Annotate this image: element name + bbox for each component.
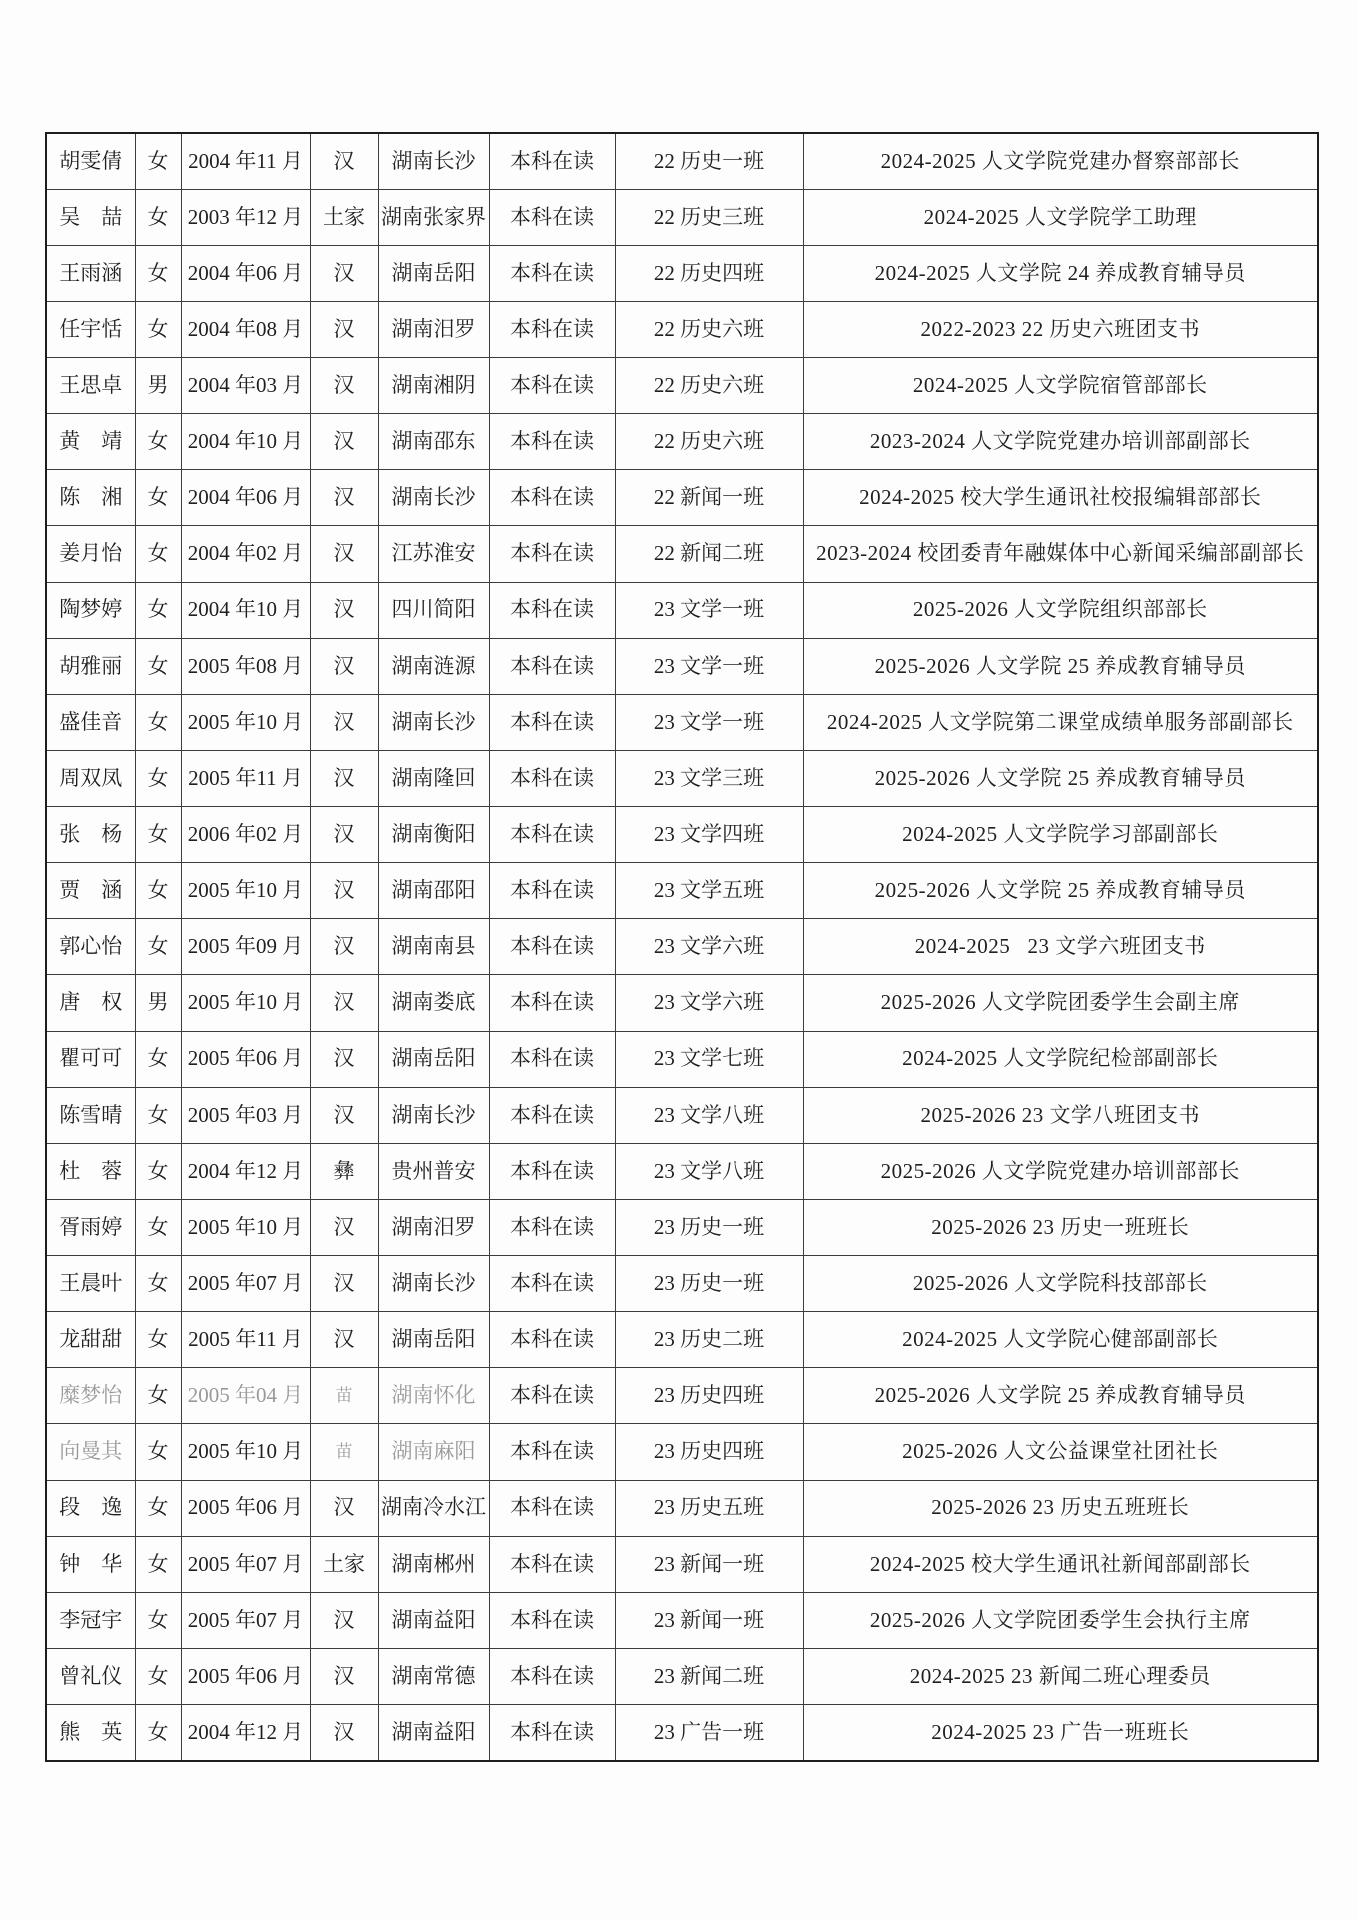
cell-ethnicity: 汉 — [310, 807, 378, 863]
cell-position: 2025-2026 人文学院组织部部长 — [803, 582, 1318, 638]
cell-position: 2024-2025 23 新闻二班心理委员 — [803, 1648, 1318, 1704]
cell-status: 本科在读 — [489, 1536, 615, 1592]
cell-ethnicity: 汉 — [310, 1312, 378, 1368]
cell-native-place: 湖南长沙 — [378, 1256, 489, 1312]
table-row — [46, 1031, 1318, 1087]
cell-native-place: 湖南邵东 — [378, 414, 489, 470]
cell-gender: 女 — [135, 582, 181, 638]
cell-gender: 女 — [135, 1368, 181, 1424]
cell-name: 任宇恬 — [46, 301, 135, 357]
cell-class-name: 22 历史六班 — [615, 358, 803, 414]
table-row — [46, 1480, 1318, 1536]
table-row — [46, 694, 1318, 750]
cell-gender: 女 — [135, 638, 181, 694]
cell-ethnicity: 汉 — [310, 245, 378, 301]
table-row — [46, 1143, 1318, 1199]
table-row — [46, 975, 1318, 1031]
cell-birth: 2005 年11 月 — [181, 750, 310, 806]
cell-name: 王晨叶 — [46, 1256, 135, 1312]
cell-status: 本科在读 — [489, 301, 615, 357]
cell-status: 本科在读 — [489, 975, 615, 1031]
cell-class-name: 22 历史四班 — [615, 245, 803, 301]
cell-name: 吴 喆 — [46, 189, 135, 245]
cell-ethnicity: 土家 — [310, 1536, 378, 1592]
cell-native-place: 贵州普安 — [378, 1143, 489, 1199]
table-row — [46, 1592, 1318, 1648]
cell-ethnicity: 汉 — [310, 694, 378, 750]
cell-position: 2024-2025 校大学生通讯社校报编辑部部长 — [803, 470, 1318, 526]
cell-status: 本科在读 — [489, 750, 615, 806]
cell-class-name: 23 文学一班 — [615, 638, 803, 694]
cell-name: 李冠宇 — [46, 1592, 135, 1648]
cell-position: 2022-2023 22 历史六班团支书 — [803, 301, 1318, 357]
cell-ethnicity: 汉 — [310, 1256, 378, 1312]
cell-status: 本科在读 — [489, 133, 615, 189]
cell-native-place: 湖南涟源 — [378, 638, 489, 694]
cell-name: 曾礼仪 — [46, 1648, 135, 1704]
cell-birth: 2005 年04 月 — [181, 1368, 310, 1424]
cell-class-name: 23 文学五班 — [615, 863, 803, 919]
cell-gender: 女 — [135, 1031, 181, 1087]
table-row — [46, 638, 1318, 694]
cell-position: 2024-2025 人文学院 24 养成教育辅导员 — [803, 245, 1318, 301]
cell-position: 2025-2026 人文学院 25 养成教育辅导员 — [803, 750, 1318, 806]
cell-name: 姜月怡 — [46, 526, 135, 582]
cell-gender: 女 — [135, 1256, 181, 1312]
cell-birth: 2004 年12 月 — [181, 1705, 310, 1761]
cell-gender: 女 — [135, 694, 181, 750]
cell-gender: 女 — [135, 189, 181, 245]
cell-gender: 女 — [135, 1592, 181, 1648]
cell-gender: 女 — [135, 1480, 181, 1536]
cell-birth: 2004 年12 月 — [181, 1143, 310, 1199]
cell-class-name: 22 新闻一班 — [615, 470, 803, 526]
cell-ethnicity: 汉 — [310, 1031, 378, 1087]
table-row — [46, 470, 1318, 526]
cell-name: 陶梦婷 — [46, 582, 135, 638]
cell-status: 本科在读 — [489, 807, 615, 863]
cell-native-place: 湖南邵阳 — [378, 863, 489, 919]
cell-ethnicity: 汉 — [310, 638, 378, 694]
cell-name: 郭心怡 — [46, 919, 135, 975]
table-row — [46, 919, 1318, 975]
table-row — [46, 358, 1318, 414]
cell-class-name: 23 文学一班 — [615, 582, 803, 638]
cell-status: 本科在读 — [489, 1256, 615, 1312]
cell-status: 本科在读 — [489, 1424, 615, 1480]
table-row — [46, 1256, 1318, 1312]
cell-class-name: 22 历史六班 — [615, 301, 803, 357]
roster-table-body — [46, 133, 1318, 1761]
cell-ethnicity: 汉 — [310, 526, 378, 582]
cell-status: 本科在读 — [489, 189, 615, 245]
cell-ethnicity: 汉 — [310, 919, 378, 975]
cell-status: 本科在读 — [489, 1592, 615, 1648]
cell-status: 本科在读 — [489, 638, 615, 694]
cell-gender: 女 — [135, 1143, 181, 1199]
cell-status: 本科在读 — [489, 1705, 615, 1761]
cell-name: 胥雨婷 — [46, 1199, 135, 1255]
cell-ethnicity: 汉 — [310, 1199, 378, 1255]
cell-name: 瞿可可 — [46, 1031, 135, 1087]
cell-native-place: 湖南益阳 — [378, 1705, 489, 1761]
cell-status: 本科在读 — [489, 358, 615, 414]
cell-birth: 2006 年02 月 — [181, 807, 310, 863]
cell-status: 本科在读 — [489, 1087, 615, 1143]
cell-native-place: 湖南岳阳 — [378, 1031, 489, 1087]
cell-name: 王雨涵 — [46, 245, 135, 301]
cell-gender: 女 — [135, 807, 181, 863]
cell-position: 2024-2025 人文学院学习部副部长 — [803, 807, 1318, 863]
cell-native-place: 江苏淮安 — [378, 526, 489, 582]
cell-gender: 女 — [135, 1424, 181, 1480]
cell-native-place: 湖南娄底 — [378, 975, 489, 1031]
cell-birth: 2004 年03 月 — [181, 358, 310, 414]
cell-class-name: 23 新闻一班 — [615, 1536, 803, 1592]
cell-name: 钟 华 — [46, 1536, 135, 1592]
cell-class-name: 23 文学六班 — [615, 919, 803, 975]
cell-native-place: 湖南长沙 — [378, 694, 489, 750]
cell-name: 熊 英 — [46, 1705, 135, 1761]
cell-position: 2024-2025 校大学生通讯社新闻部副部长 — [803, 1536, 1318, 1592]
cell-class-name: 23 文学七班 — [615, 1031, 803, 1087]
cell-class-name: 22 历史一班 — [615, 133, 803, 189]
cell-ethnicity: 汉 — [310, 1087, 378, 1143]
cell-name: 王思卓 — [46, 358, 135, 414]
cell-status: 本科在读 — [489, 1143, 615, 1199]
table-row — [46, 1087, 1318, 1143]
cell-native-place: 湖南汨罗 — [378, 301, 489, 357]
cell-birth: 2005 年03 月 — [181, 1087, 310, 1143]
cell-gender: 女 — [135, 1312, 181, 1368]
cell-native-place: 湖南岳阳 — [378, 245, 489, 301]
cell-ethnicity: 汉 — [310, 1648, 378, 1704]
cell-position: 2024-2025 人文学院宿管部部长 — [803, 358, 1318, 414]
cell-birth: 2005 年07 月 — [181, 1536, 310, 1592]
cell-birth: 2004 年10 月 — [181, 582, 310, 638]
cell-class-name: 22 新闻二班 — [615, 526, 803, 582]
cell-position: 2023-2024 人文学院党建办培训部副部长 — [803, 414, 1318, 470]
cell-gender: 女 — [135, 750, 181, 806]
cell-position: 2025-2026 人文公益课堂社团社长 — [803, 1424, 1318, 1480]
cell-ethnicity: 汉 — [310, 133, 378, 189]
cell-status: 本科在读 — [489, 414, 615, 470]
cell-native-place: 湖南岳阳 — [378, 1312, 489, 1368]
table-row — [46, 414, 1318, 470]
cell-name: 唐 权 — [46, 975, 135, 1031]
cell-status: 本科在读 — [489, 919, 615, 975]
cell-gender: 女 — [135, 414, 181, 470]
cell-class-name: 23 新闻一班 — [615, 1592, 803, 1648]
cell-gender: 女 — [135, 133, 181, 189]
cell-ethnicity: 汉 — [310, 750, 378, 806]
cell-position: 2025-2026 人文学院党建办培训部部长 — [803, 1143, 1318, 1199]
cell-status: 本科在读 — [489, 863, 615, 919]
cell-ethnicity: 汉 — [310, 414, 378, 470]
table-row — [46, 301, 1318, 357]
cell-position: 2025-2026 23 历史一班班长 — [803, 1199, 1318, 1255]
cell-birth: 2005 年07 月 — [181, 1592, 310, 1648]
cell-birth: 2004 年11 月 — [181, 133, 310, 189]
cell-native-place: 湖南长沙 — [378, 470, 489, 526]
cell-gender: 女 — [135, 1087, 181, 1143]
cell-class-name: 23 文学四班 — [615, 807, 803, 863]
cell-gender: 女 — [135, 1199, 181, 1255]
cell-native-place: 湖南麻阳 — [378, 1424, 489, 1480]
cell-position: 2024-2025 人文学院第二课堂成绩单服务部副部长 — [803, 694, 1318, 750]
cell-class-name: 22 历史六班 — [615, 414, 803, 470]
cell-birth: 2004 年08 月 — [181, 301, 310, 357]
cell-class-name: 23 广告一班 — [615, 1705, 803, 1761]
cell-class-name: 23 历史二班 — [615, 1312, 803, 1368]
cell-status: 本科在读 — [489, 1199, 615, 1255]
cell-gender: 男 — [135, 975, 181, 1031]
cell-ethnicity: 彝 — [310, 1143, 378, 1199]
cell-birth: 2005 年10 月 — [181, 1424, 310, 1480]
cell-status: 本科在读 — [489, 694, 615, 750]
cell-native-place: 湖南长沙 — [378, 133, 489, 189]
cell-name: 段 逸 — [46, 1480, 135, 1536]
cell-name: 黄 靖 — [46, 414, 135, 470]
cell-gender: 女 — [135, 470, 181, 526]
cell-position: 2025-2026 23 文学八班团支书 — [803, 1087, 1318, 1143]
table-row — [46, 1199, 1318, 1255]
cell-position: 2023-2024 校团委青年融媒体中心新闻采编部副部长 — [803, 526, 1318, 582]
cell-position: 2025-2026 人文学院团委学生会执行主席 — [803, 1592, 1318, 1648]
cell-name: 龙甜甜 — [46, 1312, 135, 1368]
cell-class-name: 23 历史一班 — [615, 1256, 803, 1312]
cell-gender: 女 — [135, 1536, 181, 1592]
cell-native-place: 湖南南县 — [378, 919, 489, 975]
cell-class-name: 23 文学八班 — [615, 1087, 803, 1143]
cell-status: 本科在读 — [489, 470, 615, 526]
cell-class-name: 23 历史五班 — [615, 1480, 803, 1536]
cell-birth: 2005 年06 月 — [181, 1031, 310, 1087]
cell-position: 2024-2025 人文学院纪检部副部长 — [803, 1031, 1318, 1087]
table-row — [46, 1368, 1318, 1424]
cell-status: 本科在读 — [489, 245, 615, 301]
table-row — [46, 133, 1318, 189]
cell-native-place: 湖南汨罗 — [378, 1199, 489, 1255]
cell-native-place: 湖南张家界 — [378, 189, 489, 245]
cell-class-name: 23 文学一班 — [615, 694, 803, 750]
cell-position: 2025-2026 人文学院 25 养成教育辅导员 — [803, 1368, 1318, 1424]
cell-status: 本科在读 — [489, 582, 615, 638]
cell-name: 张 杨 — [46, 807, 135, 863]
cell-class-name: 23 文学三班 — [615, 750, 803, 806]
table-row — [46, 1648, 1318, 1704]
cell-name: 杜 蓉 — [46, 1143, 135, 1199]
cell-birth: 2004 年02 月 — [181, 526, 310, 582]
table-row — [46, 1536, 1318, 1592]
cell-native-place: 湖南常德 — [378, 1648, 489, 1704]
cell-gender: 男 — [135, 358, 181, 414]
cell-name: 贾 涵 — [46, 863, 135, 919]
cell-gender: 女 — [135, 301, 181, 357]
cell-ethnicity: 汉 — [310, 470, 378, 526]
cell-birth: 2005 年07 月 — [181, 1256, 310, 1312]
cell-name: 胡雯倩 — [46, 133, 135, 189]
cell-birth: 2004 年06 月 — [181, 470, 310, 526]
cell-class-name: 23 文学六班 — [615, 975, 803, 1031]
cell-birth: 2005 年10 月 — [181, 1199, 310, 1255]
cell-gender: 女 — [135, 1648, 181, 1704]
cell-ethnicity: 汉 — [310, 301, 378, 357]
cell-class-name: 23 历史一班 — [615, 1199, 803, 1255]
cell-ethnicity: 土家 — [310, 189, 378, 245]
cell-status: 本科在读 — [489, 1031, 615, 1087]
cell-position: 2025-2026 人文学院 25 养成教育辅导员 — [803, 863, 1318, 919]
cell-native-place: 四川简阳 — [378, 582, 489, 638]
table-row — [46, 189, 1318, 245]
cell-ethnicity: 汉 — [310, 1705, 378, 1761]
cell-position: 2025-2026 23 历史五班班长 — [803, 1480, 1318, 1536]
cell-native-place: 湖南益阳 — [378, 1592, 489, 1648]
cell-status: 本科在读 — [489, 1480, 615, 1536]
cell-ethnicity: 汉 — [310, 1480, 378, 1536]
cell-ethnicity: 汉 — [310, 975, 378, 1031]
cell-birth: 2005 年06 月 — [181, 1480, 310, 1536]
table-row — [46, 863, 1318, 919]
table-row — [46, 807, 1318, 863]
table-row — [46, 1312, 1318, 1368]
cell-native-place: 湖南长沙 — [378, 1087, 489, 1143]
cell-gender: 女 — [135, 245, 181, 301]
cell-position: 2025-2026 人文学院科技部部长 — [803, 1256, 1318, 1312]
cell-native-place: 湖南湘阴 — [378, 358, 489, 414]
cell-name: 陈 湘 — [46, 470, 135, 526]
table-row — [46, 1705, 1318, 1761]
cell-class-name: 23 新闻二班 — [615, 1648, 803, 1704]
cell-ethnicity: 苗 — [310, 1368, 378, 1424]
cell-name: 糜梦怡 — [46, 1368, 135, 1424]
cell-class-name: 22 历史三班 — [615, 189, 803, 245]
cell-native-place: 湖南衡阳 — [378, 807, 489, 863]
cell-class-name: 23 历史四班 — [615, 1368, 803, 1424]
cell-status: 本科在读 — [489, 526, 615, 582]
cell-status: 本科在读 — [489, 1368, 615, 1424]
cell-status: 本科在读 — [489, 1648, 615, 1704]
cell-position: 2025-2026 人文学院 25 养成教育辅导员 — [803, 638, 1318, 694]
cell-gender: 女 — [135, 1705, 181, 1761]
cell-class-name: 23 文学八班 — [615, 1143, 803, 1199]
cell-name: 向曼其 — [46, 1424, 135, 1480]
cell-birth: 2005 年10 月 — [181, 975, 310, 1031]
table-row — [46, 1424, 1318, 1480]
cell-position: 2024-2025 23 文学六班团支书 — [803, 919, 1318, 975]
cell-native-place: 湖南怀化 — [378, 1368, 489, 1424]
cell-birth: 2005 年11 月 — [181, 1312, 310, 1368]
cell-native-place: 湖南隆回 — [378, 750, 489, 806]
student-roster-table — [45, 132, 1319, 1762]
cell-position: 2024-2025 人文学院心健部副部长 — [803, 1312, 1318, 1368]
cell-native-place: 湖南冷水江 — [378, 1480, 489, 1536]
cell-name: 盛佳音 — [46, 694, 135, 750]
cell-native-place: 湖南郴州 — [378, 1536, 489, 1592]
cell-position: 2025-2026 人文学院团委学生会副主席 — [803, 975, 1318, 1031]
table-row — [46, 582, 1318, 638]
cell-ethnicity: 汉 — [310, 1592, 378, 1648]
cell-birth: 2005 年08 月 — [181, 638, 310, 694]
cell-name: 周双凤 — [46, 750, 135, 806]
cell-ethnicity: 汉 — [310, 358, 378, 414]
cell-birth: 2005 年10 月 — [181, 863, 310, 919]
cell-ethnicity: 汉 — [310, 582, 378, 638]
cell-position: 2024-2025 人文学院学工助理 — [803, 189, 1318, 245]
table-row — [46, 526, 1318, 582]
cell-class-name: 23 历史四班 — [615, 1424, 803, 1480]
cell-gender: 女 — [135, 526, 181, 582]
cell-name: 陈雪晴 — [46, 1087, 135, 1143]
cell-gender: 女 — [135, 863, 181, 919]
cell-status: 本科在读 — [489, 1312, 615, 1368]
cell-birth: 2005 年10 月 — [181, 694, 310, 750]
cell-gender: 女 — [135, 919, 181, 975]
cell-birth: 2003 年12 月 — [181, 189, 310, 245]
table-row — [46, 245, 1318, 301]
cell-name: 胡雅丽 — [46, 638, 135, 694]
cell-ethnicity: 苗 — [310, 1424, 378, 1480]
cell-birth: 2004 年06 月 — [181, 245, 310, 301]
cell-position: 2024-2025 23 广告一班班长 — [803, 1705, 1318, 1761]
table-row — [46, 750, 1318, 806]
cell-ethnicity: 汉 — [310, 863, 378, 919]
cell-birth: 2005 年06 月 — [181, 1648, 310, 1704]
cell-birth: 2004 年10 月 — [181, 414, 310, 470]
cell-position: 2024-2025 人文学院党建办督察部部长 — [803, 133, 1318, 189]
cell-birth: 2005 年09 月 — [181, 919, 310, 975]
